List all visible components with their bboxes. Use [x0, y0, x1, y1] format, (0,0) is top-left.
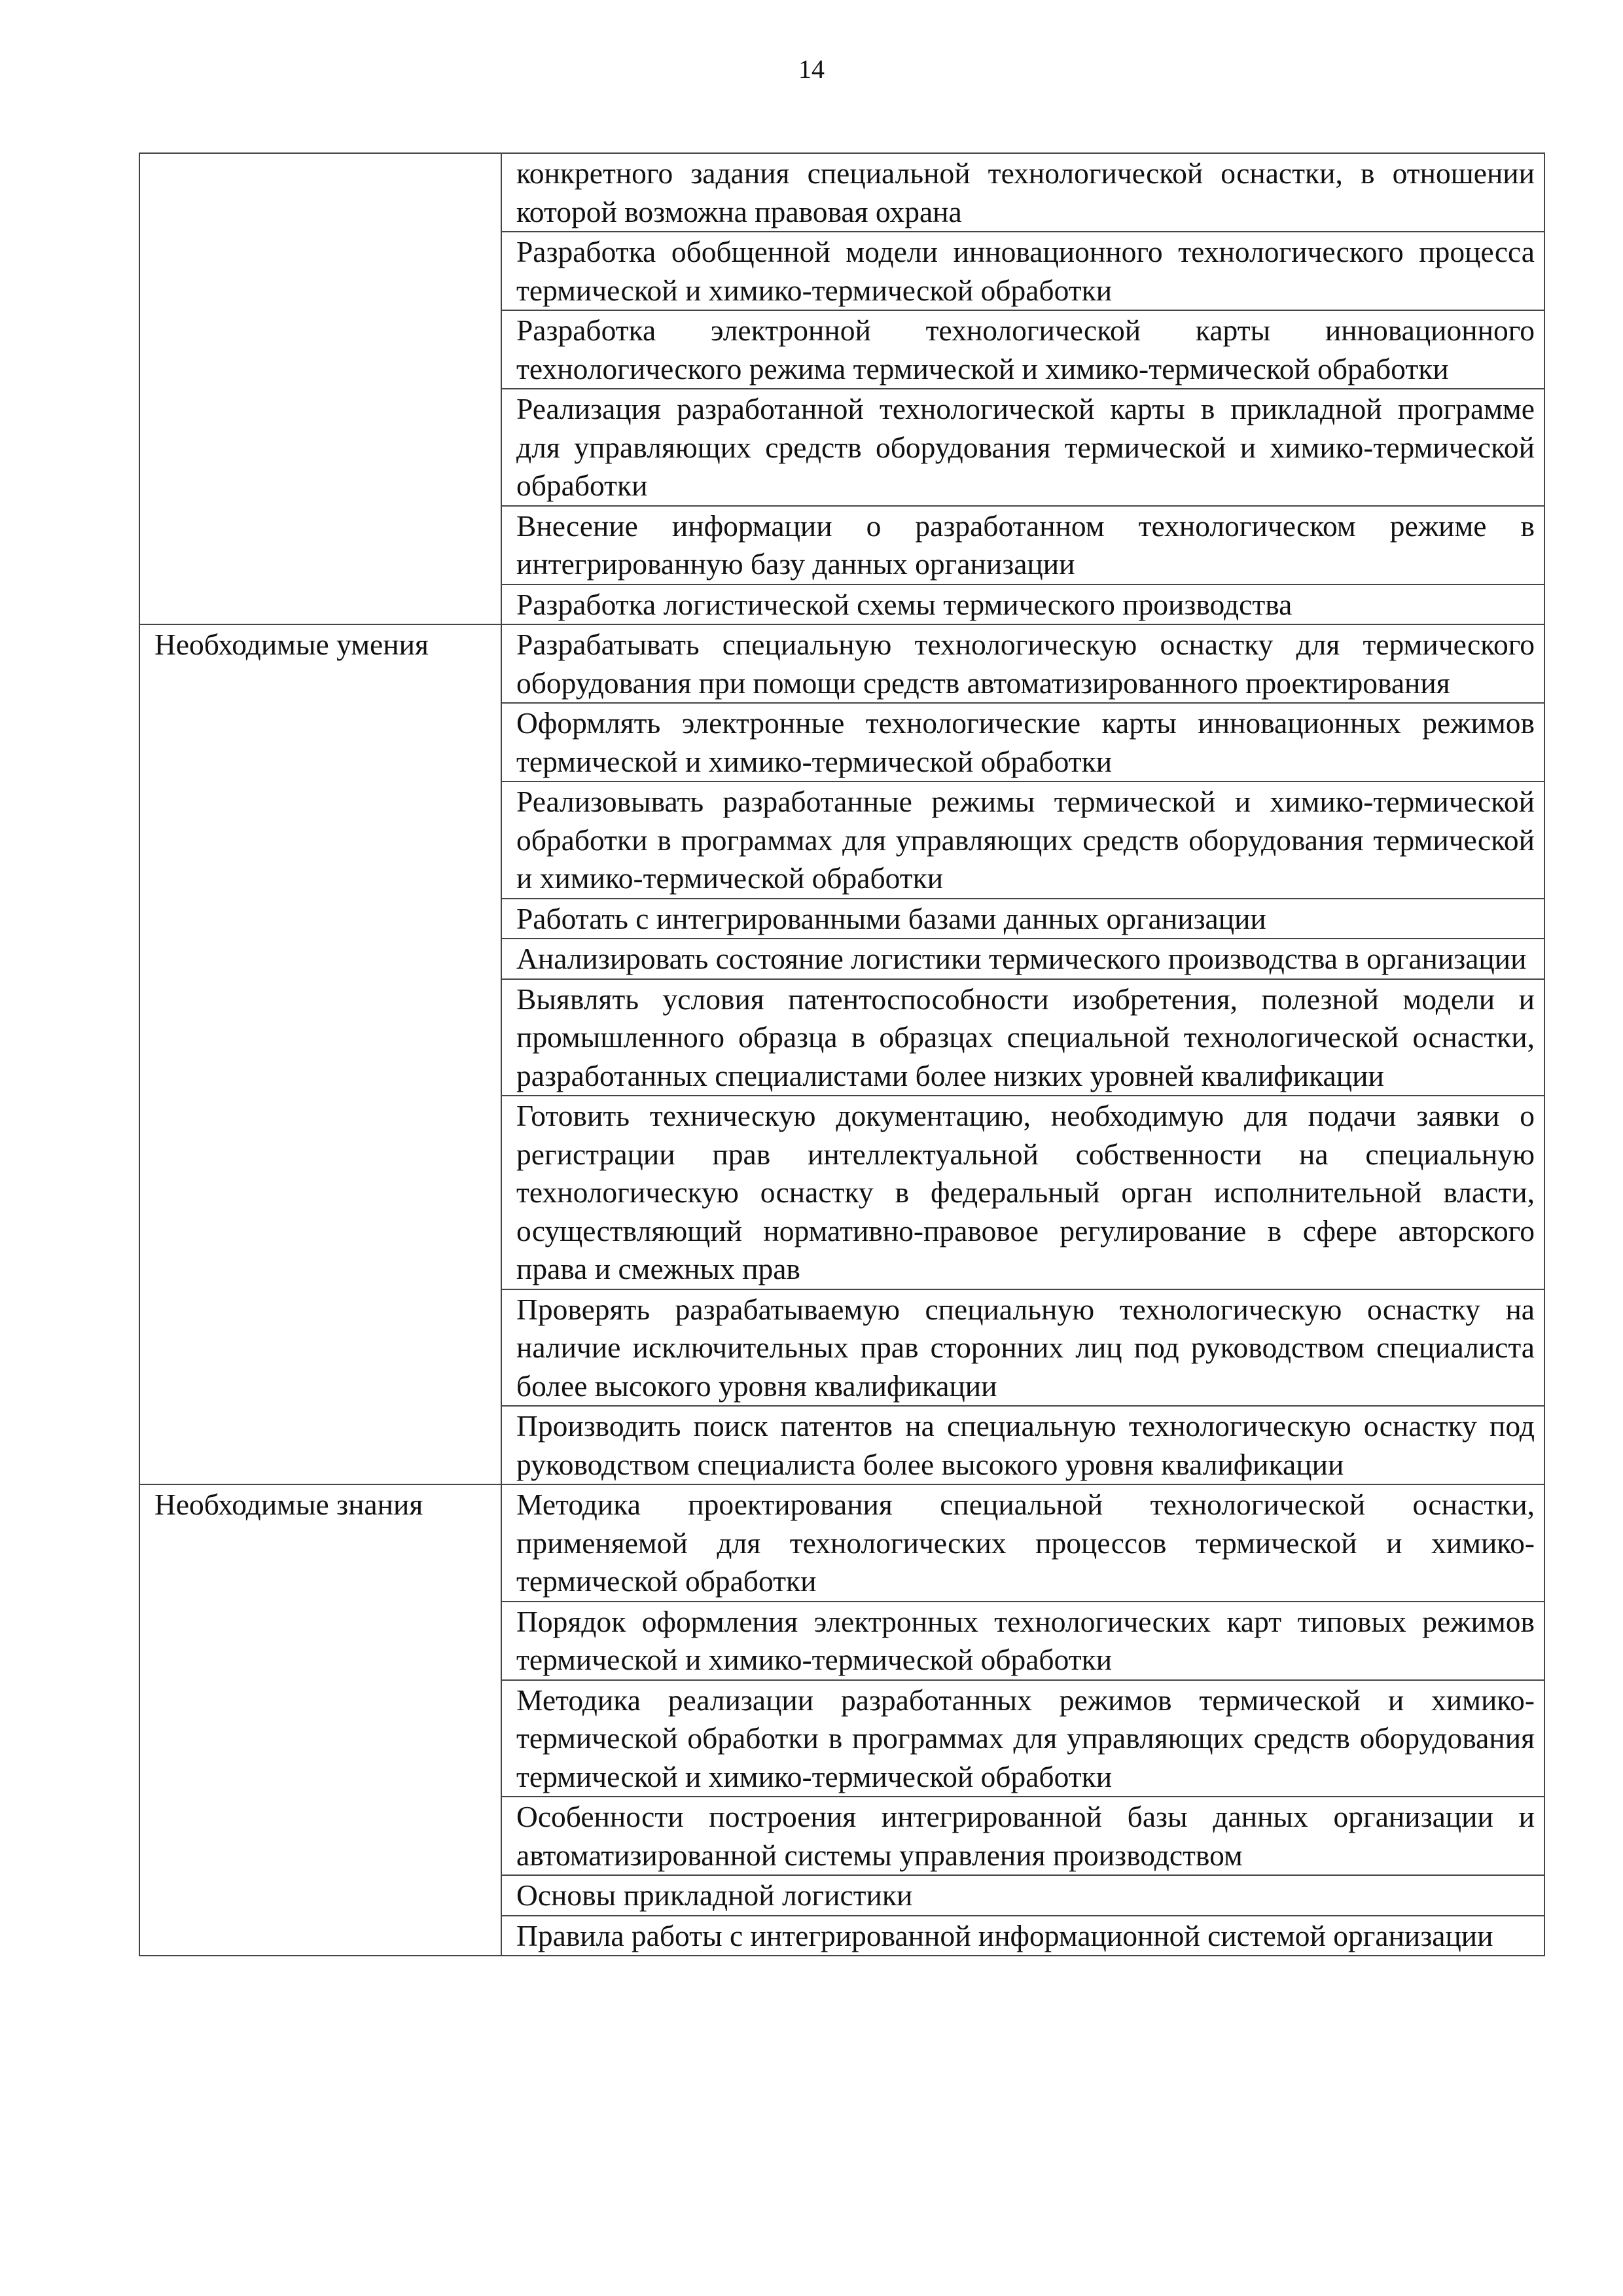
section-label-continued — [139, 153, 501, 624]
page-number: 14 — [798, 54, 825, 84]
table-cell: Оформлять электронные технологические карты инновационных режимов термической и химико-термической обработки — [501, 703, 1544, 781]
table-cell: Готовить техническую документацию, необходимую для подачи заявки о регистрации прав интеллектуальной собственности на специальную технологическую оснастку в федеральный орган исполнительной власти, осуществляющий нормативно-правовое регулирование в сфере авторского права и смежных прав — [501, 1096, 1544, 1289]
table-cell: Методика проектирования специальной технологической оснастки, применяемой для технологических процессов термической и химико-термической обработки — [501, 1484, 1544, 1602]
section-label-skills: Необходимые умения — [139, 624, 501, 1484]
table-cell: Реализовывать разработанные режимы термической и химико-термической обработки в программах для управляющих средств оборудования термической и химико-термической обработки — [501, 781, 1544, 899]
table-cell: Разработка обобщенной модели инновационного технологического процесса термической и химико-термической обработки — [501, 232, 1544, 310]
table-row — [139, 624, 1544, 703]
table-cell: Реализация разработанной технологической карты в прикладной программе для управляющих средств оборудования термической и химико-термической обработки — [501, 389, 1544, 506]
table-cell: Особенности построения интегрированной базы данных организации и автоматизированной системы управления производством — [501, 1797, 1544, 1875]
table-cell: Разработка логистической схемы термического производства — [501, 584, 1544, 625]
table-cell: Работать с интегрированными базами данных организации — [501, 899, 1544, 939]
table-row — [139, 153, 1544, 232]
table-cell: Методика реализации разработанных режимов термической и химико-термической обработки в программах для управляющих средств оборудования термической и химико-термической обработки — [501, 1680, 1544, 1797]
table-cell: Производить поиск патентов на специальную технологическую оснастку под руководством специалиста более высокого уровня квалификации — [501, 1406, 1544, 1484]
table-cell: Правила работы с интегрированной информационной системой организации — [501, 1916, 1544, 1956]
table-cell: Проверять разрабатываемую специальную технологическую оснастку на наличие исключительных прав сторонних лиц под руководством специалиста более высокого уровня квалификации — [501, 1289, 1544, 1407]
table-cell: Основы прикладной логистики — [501, 1875, 1544, 1916]
table-cell: Анализировать состояние логистики термического производства в организации — [501, 939, 1544, 979]
table-cell: Порядок оформления электронных технологических карт типовых режимов термической и химико-термической обработки — [501, 1602, 1544, 1680]
section-label-knowledge: Необходимые знания — [139, 1484, 501, 1956]
table-cell: Внесение информации о разработанном технологическом режиме в интегрированную базу данных организации — [501, 506, 1544, 584]
table-cell: конкретного задания специальной технологической оснастки, в отношении которой возможна правовая охрана — [501, 153, 1544, 232]
table-cell: Разработка электронной технологической карты инновационного технологического режима термической и химико-термической обработки — [501, 310, 1544, 389]
table-row — [139, 1484, 1544, 1602]
requirements-table — [139, 152, 1545, 1956]
table-cell: Разрабатывать специальную технологическую оснастку для термического оборудования при помощи средств автоматизированного проектирования — [501, 624, 1544, 703]
table-cell: Выявлять условия патентоспособности изобретения, полезной модели и промышленного образца в образцах специальной технологической оснастки, разработанных специалистами более низких уровней квалификации — [501, 979, 1544, 1096]
